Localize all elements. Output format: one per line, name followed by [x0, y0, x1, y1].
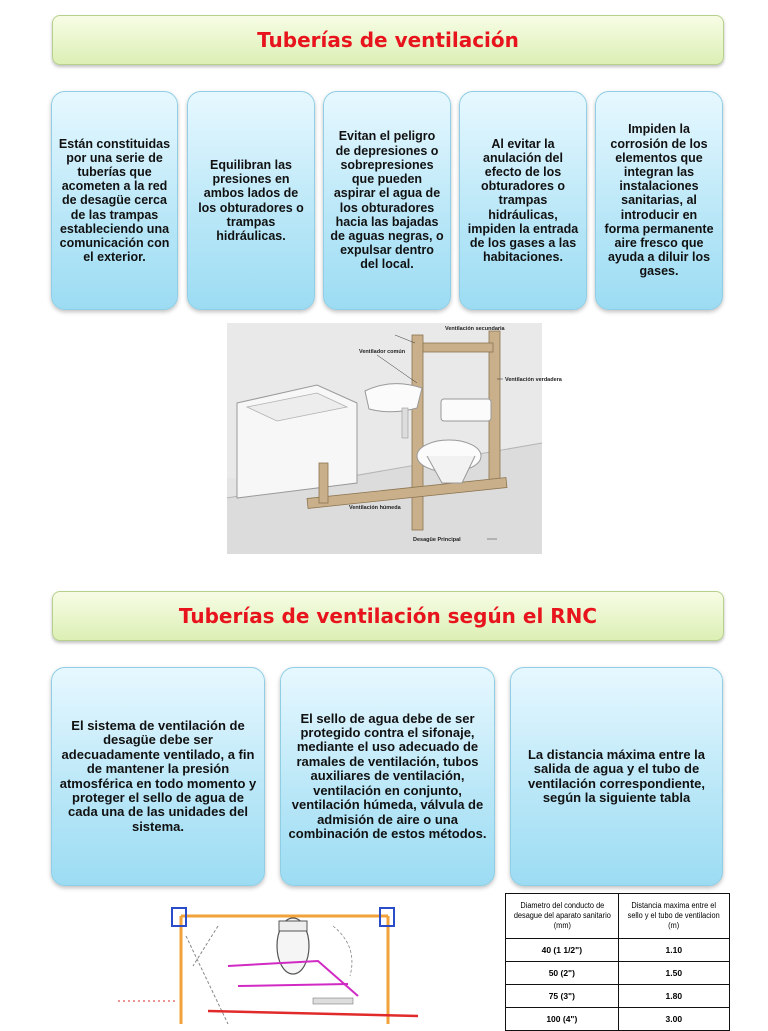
table-cell-distance: 1.10	[618, 939, 729, 962]
rnc-card-3-text: La distancia máxima entre la salida de agua y el tubo de ventilación correspondiente, según la siguiente tabla	[527, 746, 706, 805]
rnc-card-1	[51, 667, 265, 886]
table-row	[506, 985, 730, 1008]
bathroom-illustration-svg	[227, 323, 562, 554]
section1-title: Tuberías de ventilación	[257, 28, 519, 52]
label-ventilacion-secundaria: Ventilación secundaria	[445, 326, 505, 332]
section2-title: Tuberías de ventilación según el RNC	[178, 604, 598, 628]
info-card-2	[187, 91, 315, 310]
max-distance-table	[505, 893, 730, 1031]
info-card-3	[323, 91, 451, 310]
pipe-diagram-svg	[118, 906, 468, 1024]
ventilation-pipe-diagram	[118, 906, 468, 1024]
info-card-5-text: Impiden la corrosión de los elementos que integran las instalaciones sanitarias, al introducir en forma permanente aire fresco que ayuda a diluir los gases.	[604, 122, 714, 279]
table-row	[506, 1008, 730, 1031]
info-card-3-text: Evitan el peligro de depresiones o sobrepresiones que pueden aspirar el agua de los obturadores hacia las bajadas de aguas negras, o expulsar dentro del local.	[330, 129, 444, 272]
table-row	[506, 939, 730, 962]
info-card-1	[51, 91, 178, 310]
table-cell-diameter: 40 (1 1/2")	[506, 939, 619, 962]
table-cell-distance: 1.80	[618, 985, 729, 1008]
label-ventilacion-humeda: Ventilación húmeda	[349, 505, 401, 511]
rnc-card-1-text: El sistema de ventilación de desagüe debe ser adecuadamente ventilado, a fin de mantener la presión atmosférica en todo momento y proteger el sello de agua de cada una de las unidades del sistema.	[59, 717, 257, 834]
rnc-card-3	[510, 667, 723, 886]
table-cell-distance: 3.00	[618, 1008, 729, 1031]
table-header-diameter: Diametro del conducto de desague del aparato sanitario (mm)	[510, 894, 614, 939]
section1-title-banner	[52, 15, 724, 65]
bathroom-ventilation-illustration	[227, 323, 562, 554]
info-card-4-text: Al evitar la anulación del efecto de los obturadores o trampas hidráulicas, impiden la entrada de los gases a las habitaciones.	[467, 136, 579, 265]
label-ventilador-comun: Ventilador común	[359, 349, 406, 355]
table-cell-diameter: 50 (2")	[506, 962, 619, 985]
table-cell-diameter: 75 (3")	[506, 985, 619, 1008]
table-cell-diameter: 100 (4")	[506, 1008, 619, 1031]
table-row	[506, 962, 730, 985]
info-card-1-text: Están constituidas por una serie de tuberías que acometen a la red de desagüe cerca de las trampas estableciendo una comunicación con el exterior.	[58, 136, 171, 265]
info-card-4	[459, 91, 587, 310]
rnc-card-2-text: El sello de agua debe de ser protegido contra el sifonaje, mediante el uso adecuado de ramales de ventilación, tubos auxiliares de ventilación, ventilación en conjunto, ventilación húmeda, válvula de admisión de aire o una combinación de estos métodos.	[288, 710, 487, 841]
table-cell-distance: 1.50	[618, 962, 729, 985]
info-card-2-text: Equilibran las presiones en ambos lados de los obturadores o trampas hidráulicas.	[198, 157, 304, 243]
label-desague-principal: Desagüe Principal	[413, 537, 461, 543]
table-header-distance: Distancia maxima entre el sello y el tubo de ventilacion (m)	[623, 894, 725, 939]
info-card-5	[595, 91, 723, 310]
rnc-card-2	[280, 667, 495, 886]
section2-title-banner	[52, 591, 724, 641]
table-header-row	[506, 894, 730, 939]
label-ventilacion-verdadera: Ventilación verdadera	[505, 377, 562, 383]
